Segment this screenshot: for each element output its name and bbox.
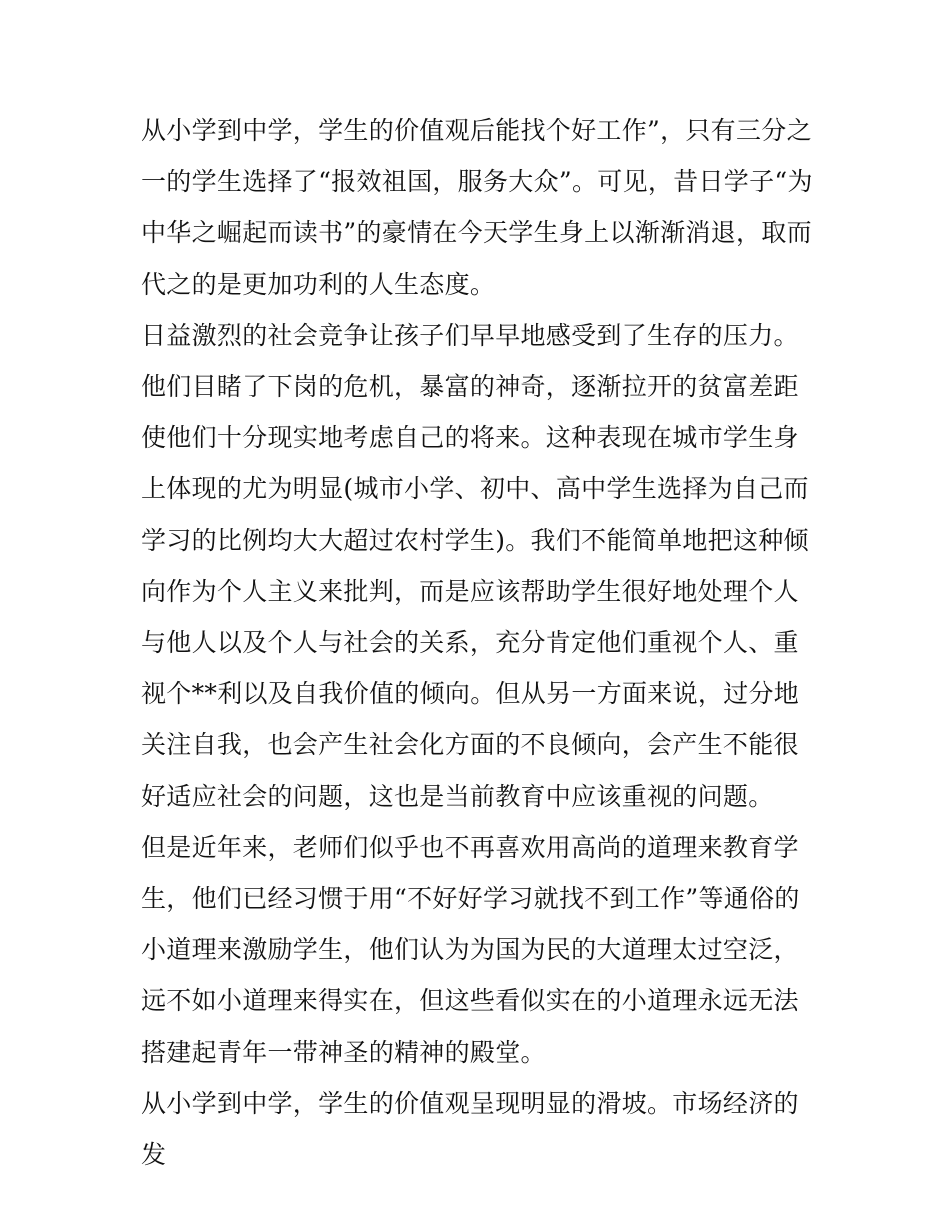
paragraph: 从小学到中学，学生的价值观后能找个好工作”，只有三分之一的学生选择了“报效祖国，服务大众”。可见，昔日学子“为中华之崛起而读书”的豪情在今天学生身上以渐渐消退，取而代之的是更加功利的人生态度。 [141, 116, 813, 299]
paragraph: 日益激烈的社会竞争让孩子们早早地感受到了生存的压力。他们目睹了下岗的危机，暴富的神奇，逐渐拉开的贫富差距使他们十分现实地考虑自己的将来。这种表现在城市学生身上体现的尤为明显(城市小学、初中、高中学生选择为自己而学习的比例均大大超过农村学生)。我们不能简单地把这种倾向作为个人主义来批判，而是应该帮助学生很好地处理个人与他人以及个人与社会的关系，充分肯定他们重视个人、重视个**利以及自我价值的倾向。但从另一方面来说，过分地关注自我，也会产生社会化方面的不良倾向，会产生不能很好适应社会的问题，这也是当前教育中应该重视的问题。 [141, 320, 809, 811]
paragraph: 从小学到中学，学生的价值观呈现明显的滑坡。市场经济的发 [141, 1088, 799, 1170]
paragraph: 但是近年来，老师们似乎也不再喜欢用高尚的道理来教育学生，他们已经习惯于用“不好好学习就找不到工作”等通俗的小道理来激励学生，他们认为为国为民的大道理太过空泛，远不如小道理来得实在，但这些看似实在的小道理永远无法搭建起青年一带神圣的精神的殿堂。 [141, 832, 800, 1067]
document-body [141, 105, 817, 1180]
